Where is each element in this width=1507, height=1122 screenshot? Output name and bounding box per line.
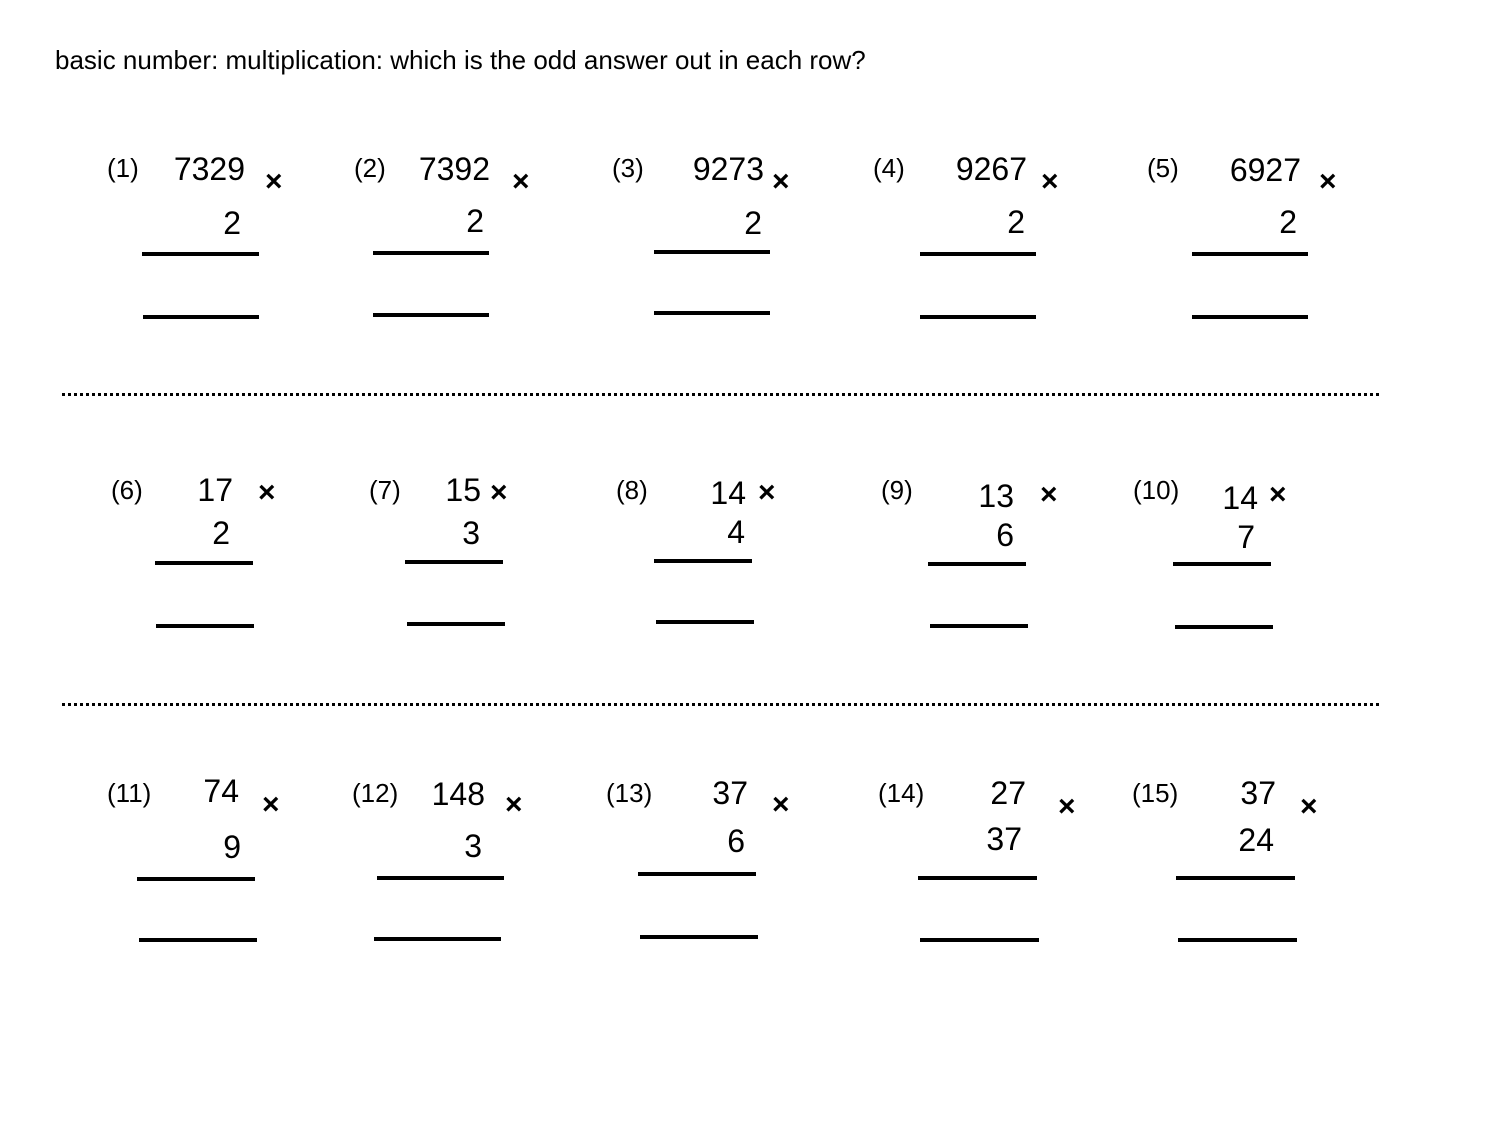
- problem-number: (3): [612, 153, 644, 183]
- row-separator: [62, 703, 1379, 706]
- multiplicand: 27: [990, 775, 1026, 811]
- problem-6: [111, 472, 351, 665]
- times-icon: ×: [758, 476, 776, 509]
- answer-line: [656, 620, 754, 624]
- multiplicand: 148: [431, 776, 485, 812]
- product-rule: [928, 562, 1026, 566]
- times-icon: ×: [490, 476, 508, 509]
- product-rule: [155, 561, 253, 565]
- product-rule: [638, 872, 756, 876]
- multiplier: 2: [466, 203, 484, 239]
- times-icon: ×: [262, 788, 280, 821]
- problem-number: (4): [873, 153, 905, 183]
- times-icon: ×: [1058, 790, 1076, 823]
- multiplier: 24: [1238, 822, 1274, 858]
- answer-line: [374, 937, 501, 941]
- multiplier: 6: [996, 517, 1014, 553]
- multiplicand: 15: [445, 472, 481, 508]
- times-icon: ×: [1040, 478, 1058, 511]
- problem-number: (15): [1132, 778, 1179, 808]
- problem-3: [612, 153, 852, 343]
- product-rule: [654, 250, 770, 254]
- problem-number: (9): [881, 475, 913, 505]
- answer-line: [1178, 938, 1297, 942]
- multiplier: 6: [727, 823, 745, 859]
- problem-number: (13): [606, 778, 653, 808]
- multiplier: 9: [223, 829, 241, 865]
- multiplicand: 14: [710, 475, 746, 511]
- problem-12: [352, 778, 592, 968]
- product-rule: [1176, 876, 1295, 880]
- problem-number: (1): [107, 153, 139, 183]
- answer-line: [139, 938, 257, 942]
- answer-line: [654, 311, 770, 315]
- multiplier: 3: [462, 515, 480, 551]
- problem-10: [1133, 475, 1373, 665]
- times-icon: ×: [265, 165, 283, 198]
- multiplicand: 14: [1222, 480, 1258, 516]
- problem-number: (11): [107, 778, 152, 808]
- multiplicand: 9267: [955, 151, 1027, 187]
- multiplier: 2: [223, 205, 241, 241]
- answer-line: [920, 315, 1036, 319]
- problem-number: (5): [1147, 153, 1179, 183]
- times-icon: ×: [512, 165, 530, 198]
- times-icon: ×: [505, 788, 523, 821]
- product-rule: [918, 876, 1037, 880]
- problem-number: (7): [369, 475, 401, 505]
- times-icon: ×: [1041, 165, 1059, 198]
- problem-9: [881, 475, 1121, 665]
- multiplier: 4: [727, 514, 745, 550]
- answer-line: [930, 624, 1028, 628]
- row-separator: [62, 393, 1379, 396]
- answer-line: [1192, 315, 1308, 319]
- times-icon: ×: [1269, 478, 1287, 511]
- problem-1: [107, 153, 347, 343]
- answer-line: [407, 622, 505, 626]
- product-rule: [1192, 252, 1308, 256]
- problem-14: [878, 775, 1118, 968]
- product-rule: [1173, 562, 1271, 566]
- problem-4: [873, 153, 1113, 343]
- multiplier: 2: [1007, 204, 1025, 240]
- problem-5: [1147, 153, 1387, 343]
- multiplicand: 74: [203, 773, 239, 809]
- times-icon: ×: [772, 165, 790, 198]
- multiplicand: 13: [978, 478, 1014, 514]
- multiplier: 2: [1279, 204, 1297, 240]
- multiplicand: 17: [197, 472, 233, 508]
- multiplicand: 7329: [173, 151, 245, 187]
- multiplicand: 7392: [418, 151, 490, 187]
- answer-line: [1175, 625, 1273, 629]
- multiplier: 2: [744, 205, 762, 241]
- answer-line: [143, 315, 259, 319]
- answer-line: [640, 935, 758, 939]
- product-rule: [920, 252, 1036, 256]
- problem-number: (12): [352, 778, 399, 808]
- problem-number: (10): [1133, 475, 1180, 505]
- answer-line: [156, 624, 254, 628]
- times-icon: ×: [1319, 165, 1337, 198]
- problem-number: (14): [878, 778, 925, 808]
- problem-8: [616, 475, 856, 665]
- multiplicand: 37: [1240, 775, 1276, 811]
- product-rule: [142, 252, 259, 256]
- problem-2: [354, 153, 594, 343]
- product-rule: [137, 877, 255, 881]
- product-rule: [373, 251, 489, 255]
- answer-line: [920, 938, 1039, 942]
- problem-number: (2): [354, 153, 386, 183]
- multiplicand: 37: [712, 775, 748, 811]
- problem-11: [107, 773, 347, 968]
- multiplicand: 6927: [1229, 152, 1301, 188]
- problem-number: (6): [111, 475, 143, 505]
- multiplicand: 9273: [692, 151, 764, 187]
- times-icon: ×: [772, 788, 790, 821]
- product-rule: [377, 876, 504, 880]
- answer-line: [373, 313, 489, 317]
- problem-15: [1132, 775, 1372, 968]
- multiplier: 2: [212, 515, 230, 551]
- times-icon: ×: [258, 476, 276, 509]
- multiplier: 37: [986, 821, 1022, 857]
- product-rule: [405, 560, 503, 564]
- multiplier: 7: [1237, 519, 1255, 555]
- times-icon: ×: [1300, 790, 1318, 823]
- problem-13: [606, 775, 846, 968]
- problem-7: [369, 472, 609, 665]
- problem-number: (8): [616, 475, 648, 505]
- multiplier: 3: [464, 828, 482, 864]
- product-rule: [654, 559, 752, 563]
- worksheet-title: basic number: multiplication: which is the odd answer out in each row?: [55, 45, 866, 75]
